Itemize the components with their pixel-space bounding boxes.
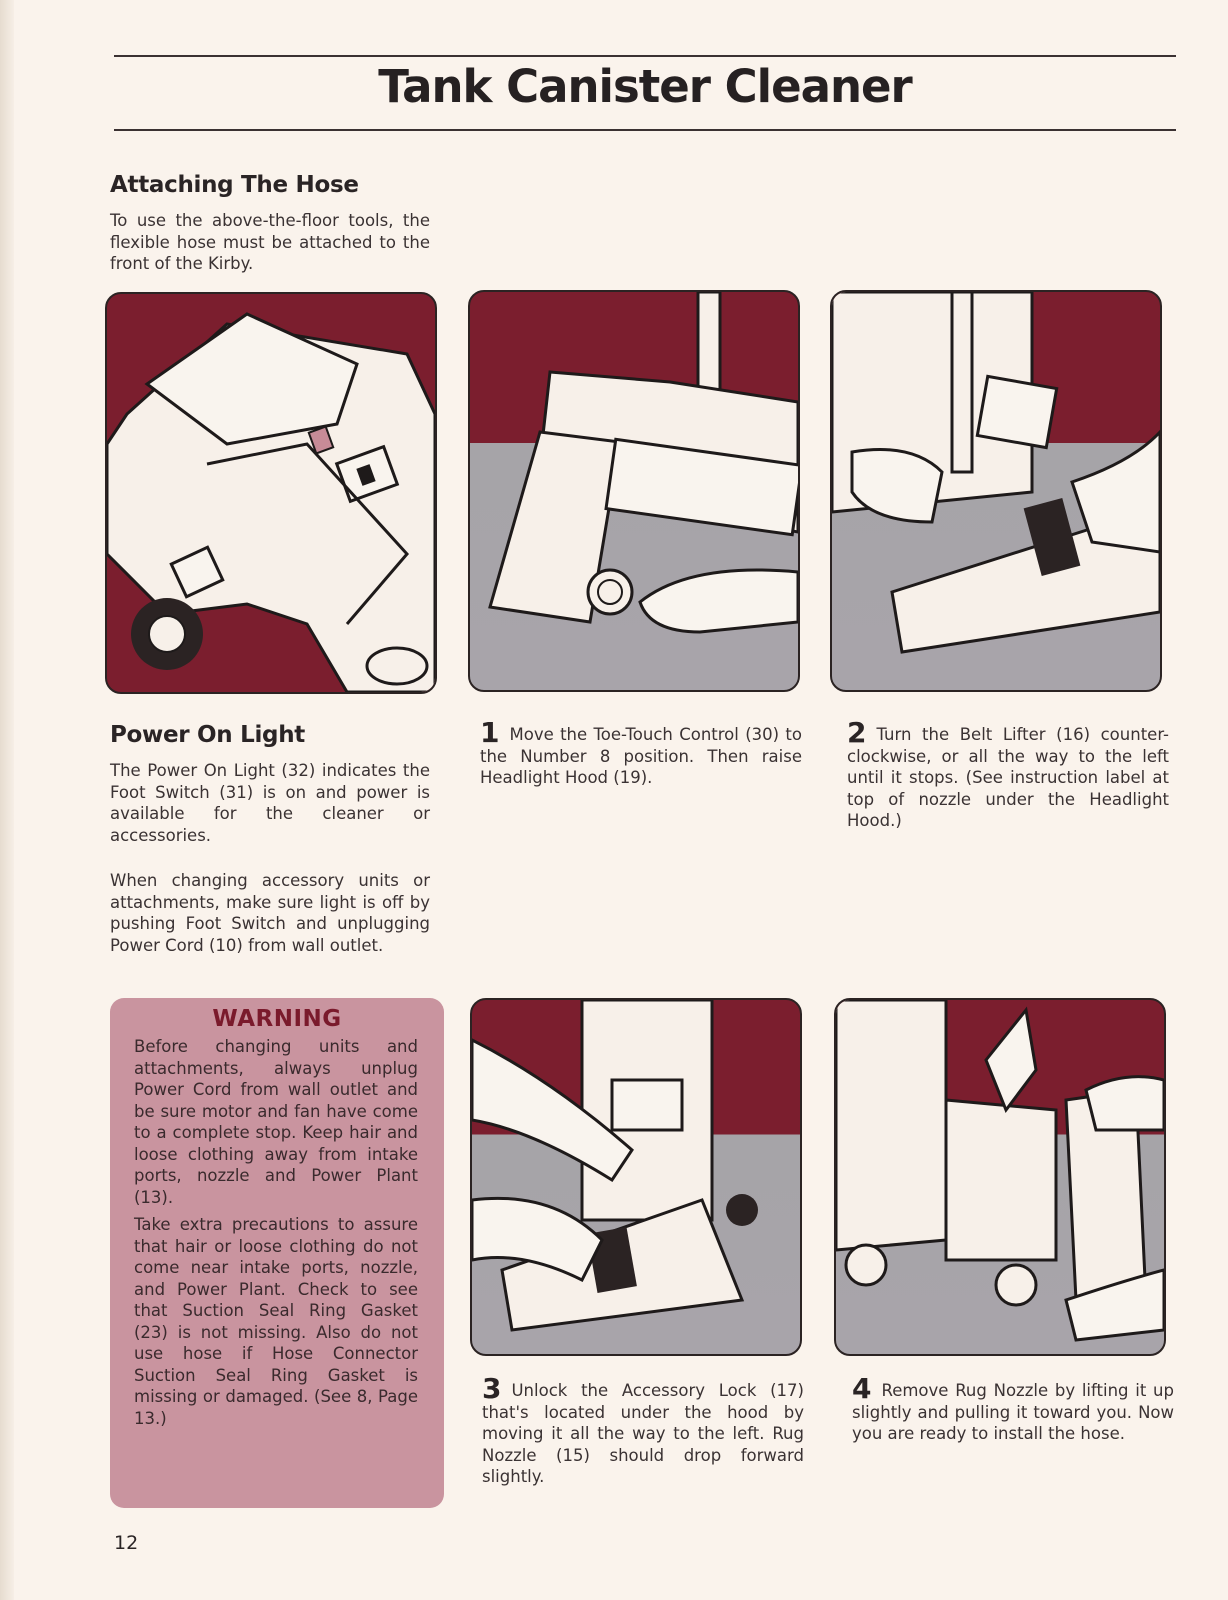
step-4-text: Remove Rug Nozzle by lifting it up slightly and pulling it toward you. Now you are ready to install the hose. bbox=[852, 1381, 1174, 1443]
warning-text-2: Take extra precautions to assure that hair or loose clothing do not come near intake ports, nozzle, and Power Plant. Check to see that Suction Seal Ring Gasket (23) is not missing. Also do not use hose if Hose Connector Suction Seal Ring Gasket is missing or damaged. (See 8, Page 13.) bbox=[134, 1215, 418, 1428]
step-4-number: 4 bbox=[852, 1372, 872, 1405]
belt-lifter-illustration bbox=[832, 292, 1160, 690]
step-1-number: 1 bbox=[480, 716, 500, 749]
step-4 bbox=[852, 1372, 1174, 1445]
warning-title: WARNING bbox=[212, 1006, 342, 1032]
attaching-hose-heading: Attaching The Hose bbox=[110, 172, 359, 198]
step-3-number: 3 bbox=[482, 1372, 502, 1405]
page-number: 12 bbox=[114, 1532, 139, 1554]
accessory-lock-illustration bbox=[472, 1000, 800, 1354]
title-rule-top bbox=[114, 55, 1176, 57]
remove-rug-nozzle-illustration bbox=[836, 1000, 1164, 1354]
illustration-overview bbox=[105, 292, 437, 694]
step-2-number: 2 bbox=[847, 716, 867, 749]
warning-text-1: Before changing units and attachments, always unplug Power Cord from wall outlet and be sure motor and fan have come to a complete stop. Keep hair and loose clothing away from intake ports, nozzle and Power Plant (13). bbox=[134, 1037, 418, 1207]
step-2 bbox=[847, 716, 1169, 832]
illustration-step-1 bbox=[468, 290, 800, 692]
step-2-text: Turn the Belt Lifter (16) counter-clockwise, or all the way to the left until it stops. (See instruction label at top of nozzle under the Headlight Hood.) bbox=[847, 725, 1169, 830]
warning-box bbox=[110, 998, 444, 1508]
toe-touch-control-illustration bbox=[470, 292, 798, 690]
warning-body bbox=[134, 1036, 418, 1435]
step-1 bbox=[480, 716, 802, 789]
power-on-light-text-1: The Power On Light (32) indicates the Foot Switch (31) is on and power is available for the cleaner or accessories. bbox=[110, 761, 430, 845]
illustration-step-3 bbox=[470, 998, 802, 1356]
page-title: Tank Canister Cleaner bbox=[378, 60, 912, 113]
power-on-light-text-2: When changing accessory units or attachments, make sure light is off by pushing Foot Switch and unplugging Power Cord (10) from wall outlet. bbox=[110, 871, 430, 955]
illustration-step-2 bbox=[830, 290, 1162, 692]
title-rule-bottom bbox=[114, 129, 1176, 131]
step-3 bbox=[482, 1372, 804, 1488]
illustration-step-4 bbox=[834, 998, 1166, 1356]
power-on-light-heading: Power On Light bbox=[110, 722, 305, 748]
attaching-hose-text: To use the above-the-floor tools, the flexible hose must be attached to the front of the Kirby. bbox=[110, 211, 430, 273]
step-1-text: Move the Toe-Touch Control (30) to the Number 8 position. Then raise Headlight Hood (19). bbox=[480, 725, 802, 787]
page-binding-edge bbox=[0, 0, 14, 1600]
step-3-text: Unlock the Accessory Lock (17) that's located under the hood by moving it all the way to the left. Rug Nozzle (15) should drop forward slightly. bbox=[482, 1381, 804, 1486]
vacuum-front-illustration bbox=[107, 294, 435, 692]
